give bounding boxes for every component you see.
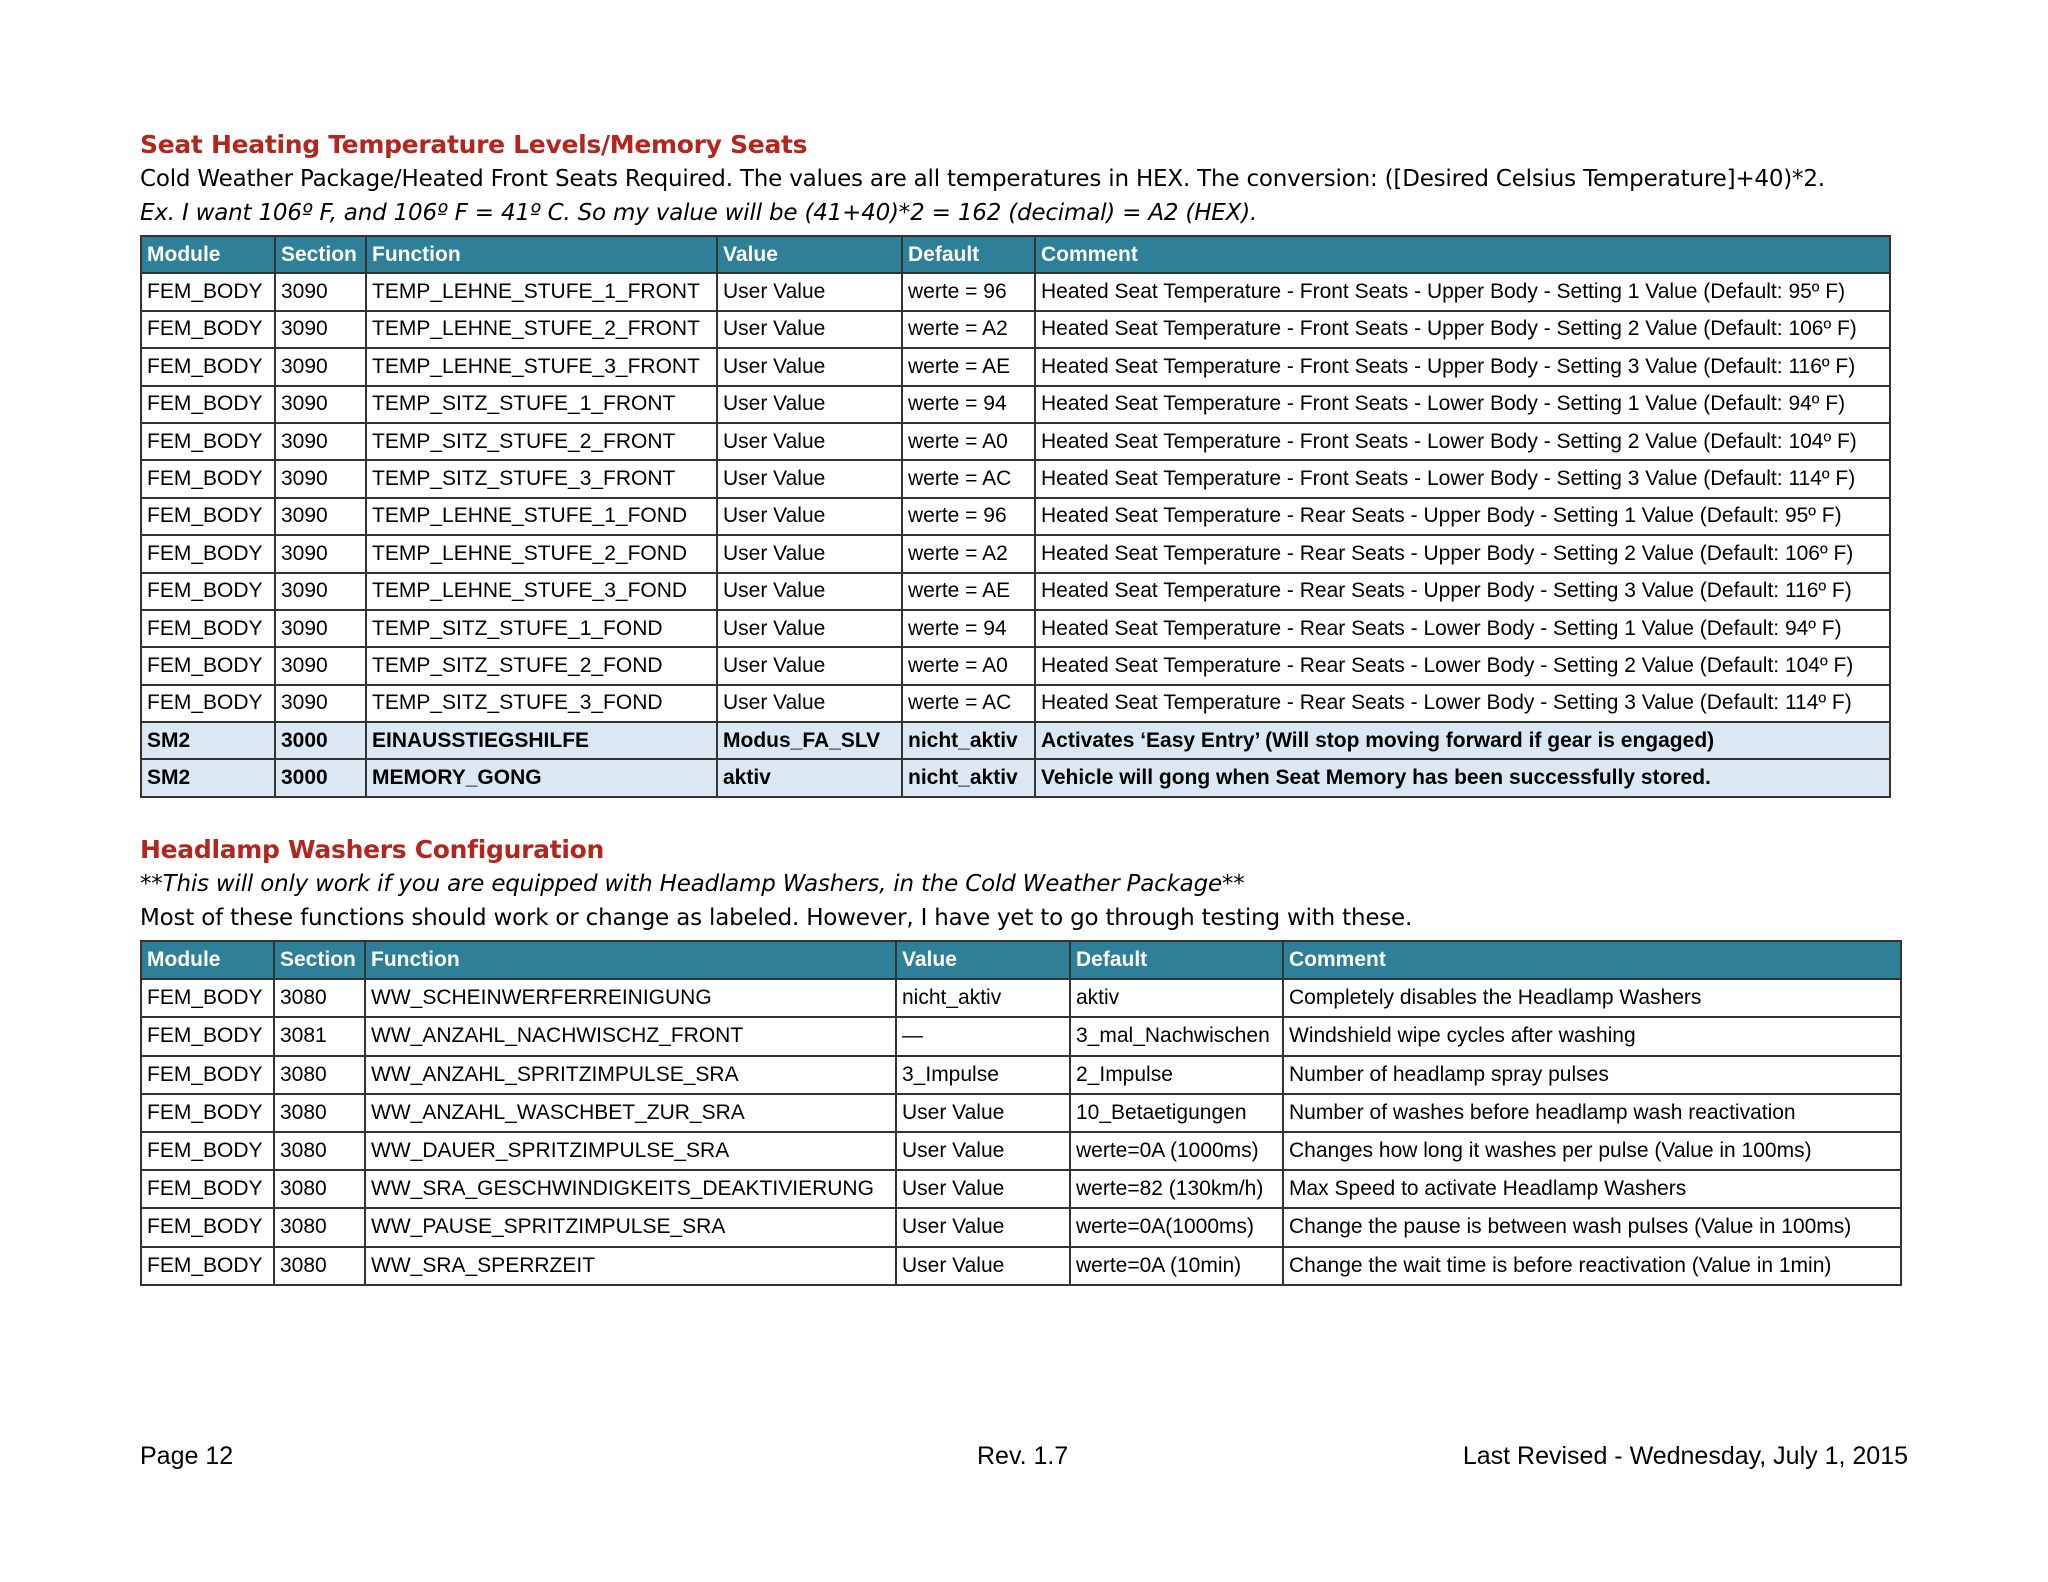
table-cell: WW_PAUSE_SPRITZIMPULSE_SRA: [365, 1208, 896, 1246]
seat-heating-description: Cold Weather Package/Heated Front Seats Required. The values are all temperatures in HEX. The conversion: ([Desired Celsius Temperature]+40)*2.: [140, 166, 1825, 192]
column-header: Section: [275, 236, 366, 273]
table-cell: TEMP_LEHNE_STUFE_2_FRONT: [366, 311, 717, 348]
table-row: [141, 1132, 1901, 1170]
table-cell: WW_DAUER_SPRITZIMPULSE_SRA: [365, 1132, 896, 1170]
table-cell: EINAUSSTIEGSHILFE: [366, 722, 717, 759]
table-cell: —: [896, 1017, 1070, 1055]
table-row: [141, 498, 1890, 535]
table-cell: 3090: [275, 610, 366, 647]
table-row: [141, 1017, 1901, 1055]
column-header: Comment: [1035, 236, 1890, 273]
table-cell: nicht_aktiv: [902, 722, 1035, 759]
table-cell: FEM_BODY: [141, 647, 275, 684]
table-cell: 3090: [275, 348, 366, 385]
table-cell: 3090: [275, 535, 366, 572]
table-cell: 3090: [275, 460, 366, 497]
table-row: [141, 348, 1890, 385]
table-cell: Heated Seat Temperature - Front Seats - Lower Body - Setting 3 Value (Default: 114º F): [1035, 460, 1890, 497]
table-cell: TEMP_LEHNE_STUFE_2_FOND: [366, 535, 717, 572]
table-cell: FEM_BODY: [141, 1094, 274, 1132]
table-cell: werte=0A (1000ms): [1070, 1132, 1283, 1170]
table-cell: Heated Seat Temperature - Rear Seats - Upper Body - Setting 2 Value (Default: 106º F): [1035, 535, 1890, 572]
column-header: Module: [141, 236, 275, 273]
table-cell: FEM_BODY: [141, 1208, 274, 1246]
table-cell: TEMP_SITZ_STUFE_3_FRONT: [366, 460, 717, 497]
table-cell: FEM_BODY: [141, 1056, 274, 1094]
table-cell: FEM_BODY: [141, 386, 275, 423]
table-cell: 3080: [274, 979, 365, 1017]
table-cell: WW_ANZAHL_NACHWISCHZ_FRONT: [365, 1017, 896, 1055]
table-cell: WW_SRA_SPERRZEIT: [365, 1247, 896, 1285]
table-cell: werte=0A (10min): [1070, 1247, 1283, 1285]
table-cell: 3090: [275, 311, 366, 348]
column-header: Value: [717, 236, 902, 273]
table-cell: TEMP_LEHNE_STUFE_1_FOND: [366, 498, 717, 535]
table-cell: FEM_BODY: [141, 348, 275, 385]
table-row: [141, 311, 1890, 348]
table-cell: FEM_BODY: [141, 610, 275, 647]
table-cell: FEM_BODY: [141, 311, 275, 348]
table-cell: User Value: [717, 423, 902, 460]
table-cell: Heated Seat Temperature - Front Seats - Upper Body - Setting 3 Value (Default: 116º F): [1035, 348, 1890, 385]
table-cell: Heated Seat Temperature - Rear Seats - Upper Body - Setting 1 Value (Default: 95º F): [1035, 498, 1890, 535]
table-cell: Completely disables the Headlamp Washers: [1283, 979, 1901, 1017]
table-cell: 3000: [275, 759, 366, 796]
table-cell: TEMP_LEHNE_STUFE_3_FOND: [366, 573, 717, 610]
table-cell: Windshield wipe cycles after washing: [1283, 1017, 1901, 1055]
table-cell: 3090: [275, 498, 366, 535]
table-row: [141, 273, 1890, 310]
table-cell: 3_mal_Nachwischen: [1070, 1017, 1283, 1055]
table-cell: User Value: [717, 348, 902, 385]
table-cell: nicht_aktiv: [896, 979, 1070, 1017]
table-cell: 3080: [274, 1208, 365, 1246]
table-header-row: [141, 941, 1901, 979]
table-row: [141, 535, 1890, 572]
table-cell: Changes how long it washes per pulse (Value in 100ms): [1283, 1132, 1901, 1170]
table-cell: 3090: [275, 685, 366, 722]
table-cell: User Value: [717, 685, 902, 722]
table-cell: 3080: [274, 1056, 365, 1094]
table-cell: Heated Seat Temperature - Front Seats - Upper Body - Setting 2 Value (Default: 106º F): [1035, 311, 1890, 348]
table-cell: TEMP_SITZ_STUFE_3_FOND: [366, 685, 717, 722]
headlamp-washers-title: Headlamp Washers Configuration: [140, 835, 604, 864]
headlamp-washers-note: **This will only work if you are equipped with Headlamp Washers, in the Cold Weather Package**: [140, 871, 1245, 897]
table-cell: FEM_BODY: [141, 1132, 274, 1170]
table-cell: 3080: [274, 1132, 365, 1170]
column-header: Default: [902, 236, 1035, 273]
table-cell: User Value: [896, 1094, 1070, 1132]
revision: Rev. 1.7: [977, 1442, 1069, 1470]
column-header: Default: [1070, 941, 1283, 979]
headlamp-washers-description: Most of these functions should work or change as labeled. However, I have yet to go through testing with these.: [140, 905, 1413, 931]
table-cell: TEMP_LEHNE_STUFE_1_FRONT: [366, 273, 717, 310]
table-row: [141, 386, 1890, 423]
table-cell: 3090: [275, 273, 366, 310]
table-cell: User Value: [717, 386, 902, 423]
table-row: [141, 685, 1890, 722]
table-cell: 3090: [275, 647, 366, 684]
table-row: [141, 759, 1890, 796]
table-cell: FEM_BODY: [141, 1017, 274, 1055]
table-cell: werte=0A(1000ms): [1070, 1208, 1283, 1246]
column-header: Function: [365, 941, 896, 979]
table-cell: werte = A0: [902, 423, 1035, 460]
table-cell: FEM_BODY: [141, 1170, 274, 1208]
table-cell: werte = 94: [902, 386, 1035, 423]
column-header: Comment: [1283, 941, 1901, 979]
table-cell: User Value: [717, 535, 902, 572]
table-row: [141, 1247, 1901, 1285]
table-cell: Max Speed to activate Headlamp Washers: [1283, 1170, 1901, 1208]
table-cell: aktiv: [1070, 979, 1283, 1017]
table-cell: aktiv: [717, 759, 902, 796]
table-cell: User Value: [717, 647, 902, 684]
table-row: [141, 1056, 1901, 1094]
table-cell: werte = 96: [902, 498, 1035, 535]
seat-heating-title: Seat Heating Temperature Levels/Memory Seats: [140, 130, 808, 159]
table-cell: WW_ANZAHL_WASCHBET_ZUR_SRA: [365, 1094, 896, 1132]
table-cell: FEM_BODY: [141, 423, 275, 460]
table-row: [141, 1170, 1901, 1208]
table-cell: Heated Seat Temperature - Rear Seats - Lower Body - Setting 1 Value (Default: 94º F): [1035, 610, 1890, 647]
table-header-row: [141, 236, 1890, 273]
table-row: [141, 423, 1890, 460]
column-header: Function: [366, 236, 717, 273]
table-cell: Heated Seat Temperature - Front Seats - Upper Body - Setting 1 Value (Default: 95º F): [1035, 273, 1890, 310]
table-cell: 3080: [274, 1247, 365, 1285]
seat-heating-table: [140, 235, 1891, 798]
table-cell: TEMP_SITZ_STUFE_2_FRONT: [366, 423, 717, 460]
table-cell: Modus_FA_SLV: [717, 722, 902, 759]
table-cell: SM2: [141, 722, 275, 759]
table-cell: 2_Impulse: [1070, 1056, 1283, 1094]
table-cell: FEM_BODY: [141, 1247, 274, 1285]
table-cell: TEMP_SITZ_STUFE_2_FOND: [366, 647, 717, 684]
table-cell: 3090: [275, 386, 366, 423]
column-header: Module: [141, 941, 274, 979]
table-cell: Change the pause is between wash pulses (Value in 100ms): [1283, 1208, 1901, 1246]
table-cell: WW_SCHEINWERFERREINIGUNG: [365, 979, 896, 1017]
table-cell: SM2: [141, 759, 275, 796]
table-row: [141, 979, 1901, 1017]
table-cell: TEMP_LEHNE_STUFE_3_FRONT: [366, 348, 717, 385]
table-cell: Vehicle will gong when Seat Memory has been successfully stored.: [1035, 759, 1890, 796]
table-cell: werte = AE: [902, 348, 1035, 385]
table-cell: FEM_BODY: [141, 573, 275, 610]
table-cell: Number of headlamp spray pulses: [1283, 1056, 1901, 1094]
table-cell: Heated Seat Temperature - Rear Seats - Lower Body - Setting 2 Value (Default: 104º F): [1035, 647, 1890, 684]
table-cell: 3000: [275, 722, 366, 759]
table-cell: MEMORY_GONG: [366, 759, 717, 796]
table-row: [141, 573, 1890, 610]
table-cell: nicht_aktiv: [902, 759, 1035, 796]
table-cell: werte = A0: [902, 647, 1035, 684]
last-revised-date: Last Revised - Wednesday, July 1, 2015: [1462, 1442, 1908, 1470]
table-cell: User Value: [717, 498, 902, 535]
table-cell: Change the wait time is before reactivation (Value in 1min): [1283, 1247, 1901, 1285]
column-header: Value: [896, 941, 1070, 979]
table-cell: werte=82 (130km/h): [1070, 1170, 1283, 1208]
table-cell: User Value: [896, 1170, 1070, 1208]
table-row: [141, 1094, 1901, 1132]
table-cell: 3080: [274, 1170, 365, 1208]
page-number: Page 12: [140, 1442, 234, 1470]
table-cell: WW_SRA_GESCHWINDIGKEITS_DEAKTIVIERUNG: [365, 1170, 896, 1208]
table-cell: werte = 96: [902, 273, 1035, 310]
table-cell: werte = AE: [902, 573, 1035, 610]
table-cell: User Value: [717, 573, 902, 610]
table-cell: 10_Betaetigungen: [1070, 1094, 1283, 1132]
column-header: Section: [274, 941, 365, 979]
headlamp-washers-table: [140, 940, 1902, 1286]
table-cell: werte = AC: [902, 460, 1035, 497]
table-cell: 3081: [274, 1017, 365, 1055]
table-cell: FEM_BODY: [141, 273, 275, 310]
table-cell: werte = A2: [902, 535, 1035, 572]
table-cell: User Value: [717, 460, 902, 497]
table-cell: 3_Impulse: [896, 1056, 1070, 1094]
table-cell: werte = AC: [902, 685, 1035, 722]
table-row: [141, 460, 1890, 497]
table-row: [141, 1208, 1901, 1246]
table-cell: FEM_BODY: [141, 460, 275, 497]
table-row: [141, 722, 1890, 759]
table-cell: 3090: [275, 573, 366, 610]
table-cell: TEMP_SITZ_STUFE_1_FOND: [366, 610, 717, 647]
table-row: [141, 610, 1890, 647]
table-cell: 3080: [274, 1094, 365, 1132]
table-cell: User Value: [896, 1247, 1070, 1285]
table-cell: TEMP_SITZ_STUFE_1_FRONT: [366, 386, 717, 423]
table-cell: Heated Seat Temperature - Front Seats - Lower Body - Setting 1 Value (Default: 94º F): [1035, 386, 1890, 423]
table-cell: User Value: [717, 311, 902, 348]
table-cell: Heated Seat Temperature - Front Seats - Lower Body - Setting 2 Value (Default: 104º F): [1035, 423, 1890, 460]
table-cell: FEM_BODY: [141, 535, 275, 572]
table-cell: Activates ‘Easy Entry’ (Will stop moving forward if gear is engaged): [1035, 722, 1890, 759]
table-cell: Heated Seat Temperature - Rear Seats - Lower Body - Setting 3 Value (Default: 114º F): [1035, 685, 1890, 722]
table-cell: FEM_BODY: [141, 498, 275, 535]
table-cell: FEM_BODY: [141, 979, 274, 1017]
table-cell: User Value: [896, 1132, 1070, 1170]
table-cell: Heated Seat Temperature - Rear Seats - Upper Body - Setting 3 Value (Default: 116º F): [1035, 573, 1890, 610]
table-cell: User Value: [896, 1208, 1070, 1246]
table-cell: Number of washes before headlamp wash reactivation: [1283, 1094, 1901, 1132]
table-cell: 3090: [275, 423, 366, 460]
table-cell: werte = 94: [902, 610, 1035, 647]
table-cell: FEM_BODY: [141, 685, 275, 722]
table-cell: werte = A2: [902, 311, 1035, 348]
table-row: [141, 647, 1890, 684]
table-cell: User Value: [717, 610, 902, 647]
seat-heating-example: Ex. I want 106º F, and 106º F = 41º C. So my value will be (41+40)*2 = 162 (decimal) = A2 (HEX).: [140, 200, 1258, 226]
table-cell: User Value: [717, 273, 902, 310]
table-cell: WW_ANZAHL_SPRITZIMPULSE_SRA: [365, 1056, 896, 1094]
